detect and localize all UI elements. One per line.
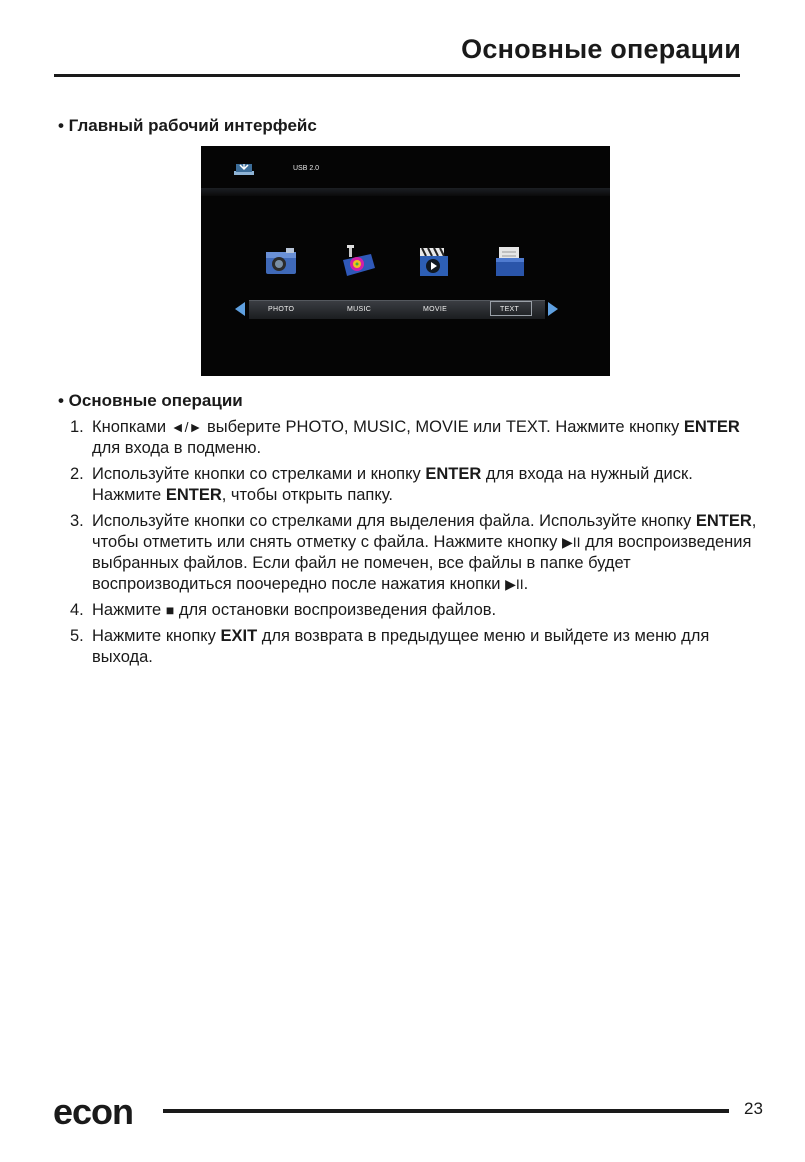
document-icon (493, 244, 529, 278)
film-icon (417, 244, 453, 278)
main-interface-screenshot (201, 146, 610, 376)
play-pause-icon: ▶II (505, 576, 524, 592)
list-item: 1. Кнопками ◄/► выберите PHOTO, MUSIC, MOVIE или TEXT. Нажмите кнопку ENTER для входа в подменю. (70, 418, 740, 457)
page-title: Основные операции (461, 34, 741, 64)
device-label: USB 2.0 (293, 165, 320, 172)
stop-icon: ■ (165, 602, 175, 618)
menu-item-movie[interactable]: MOVIE (423, 306, 448, 313)
section-heading-basic-operations: • Основные операции (58, 391, 243, 410)
steps-list (58, 417, 758, 673)
list-item: 4. Нажмите ■ для остановки воспроизведения файлов. (70, 601, 497, 619)
menu-right-arrow-icon[interactable] (547, 300, 559, 318)
footer-divider (163, 1109, 729, 1113)
menu-item-photo[interactable]: PHOTO (268, 306, 295, 313)
menu-item-music[interactable]: MUSIC (347, 306, 372, 313)
menu-item-text[interactable]: TEXT (500, 306, 520, 313)
list-item: 3. Используйте кнопки со стрелками для выделения файла. Используйте кнопку ENTER, чтобы отметить или снять отметку с файла. Нажмите кнопку ▶II для воспроизведения выбранных файлов. Если файл не помечен, все файлы в папке будет воспроизводиться поочередно после нажатия кнопки ▶II. (70, 512, 757, 593)
music-box-icon (341, 244, 377, 278)
play-pause-icon: ▶II (562, 534, 581, 550)
svg-text:econ: econ (53, 1094, 134, 1128)
usb-drive-icon (233, 162, 255, 176)
section-heading-main-interface: • Главный рабочий интерфейс (58, 116, 317, 135)
page-number: 23 (744, 1099, 763, 1118)
header-band (201, 188, 610, 196)
list-item: 5. Нажмите кнопку EXIT для возврата в предыдущее меню и выйдете из меню для выхода. (70, 627, 710, 666)
econ-logo (53, 1094, 145, 1128)
list-item: 2. Используйте кнопки со стрелками и кнопку ENTER для входа на нужный диск. Нажмите ENTER, чтобы открыть папку. (70, 465, 693, 504)
menu-left-arrow-icon[interactable] (234, 300, 246, 318)
camera-icon (264, 244, 300, 278)
left-right-arrows-icon: ◄/► (170, 419, 203, 435)
header-divider (54, 74, 740, 77)
